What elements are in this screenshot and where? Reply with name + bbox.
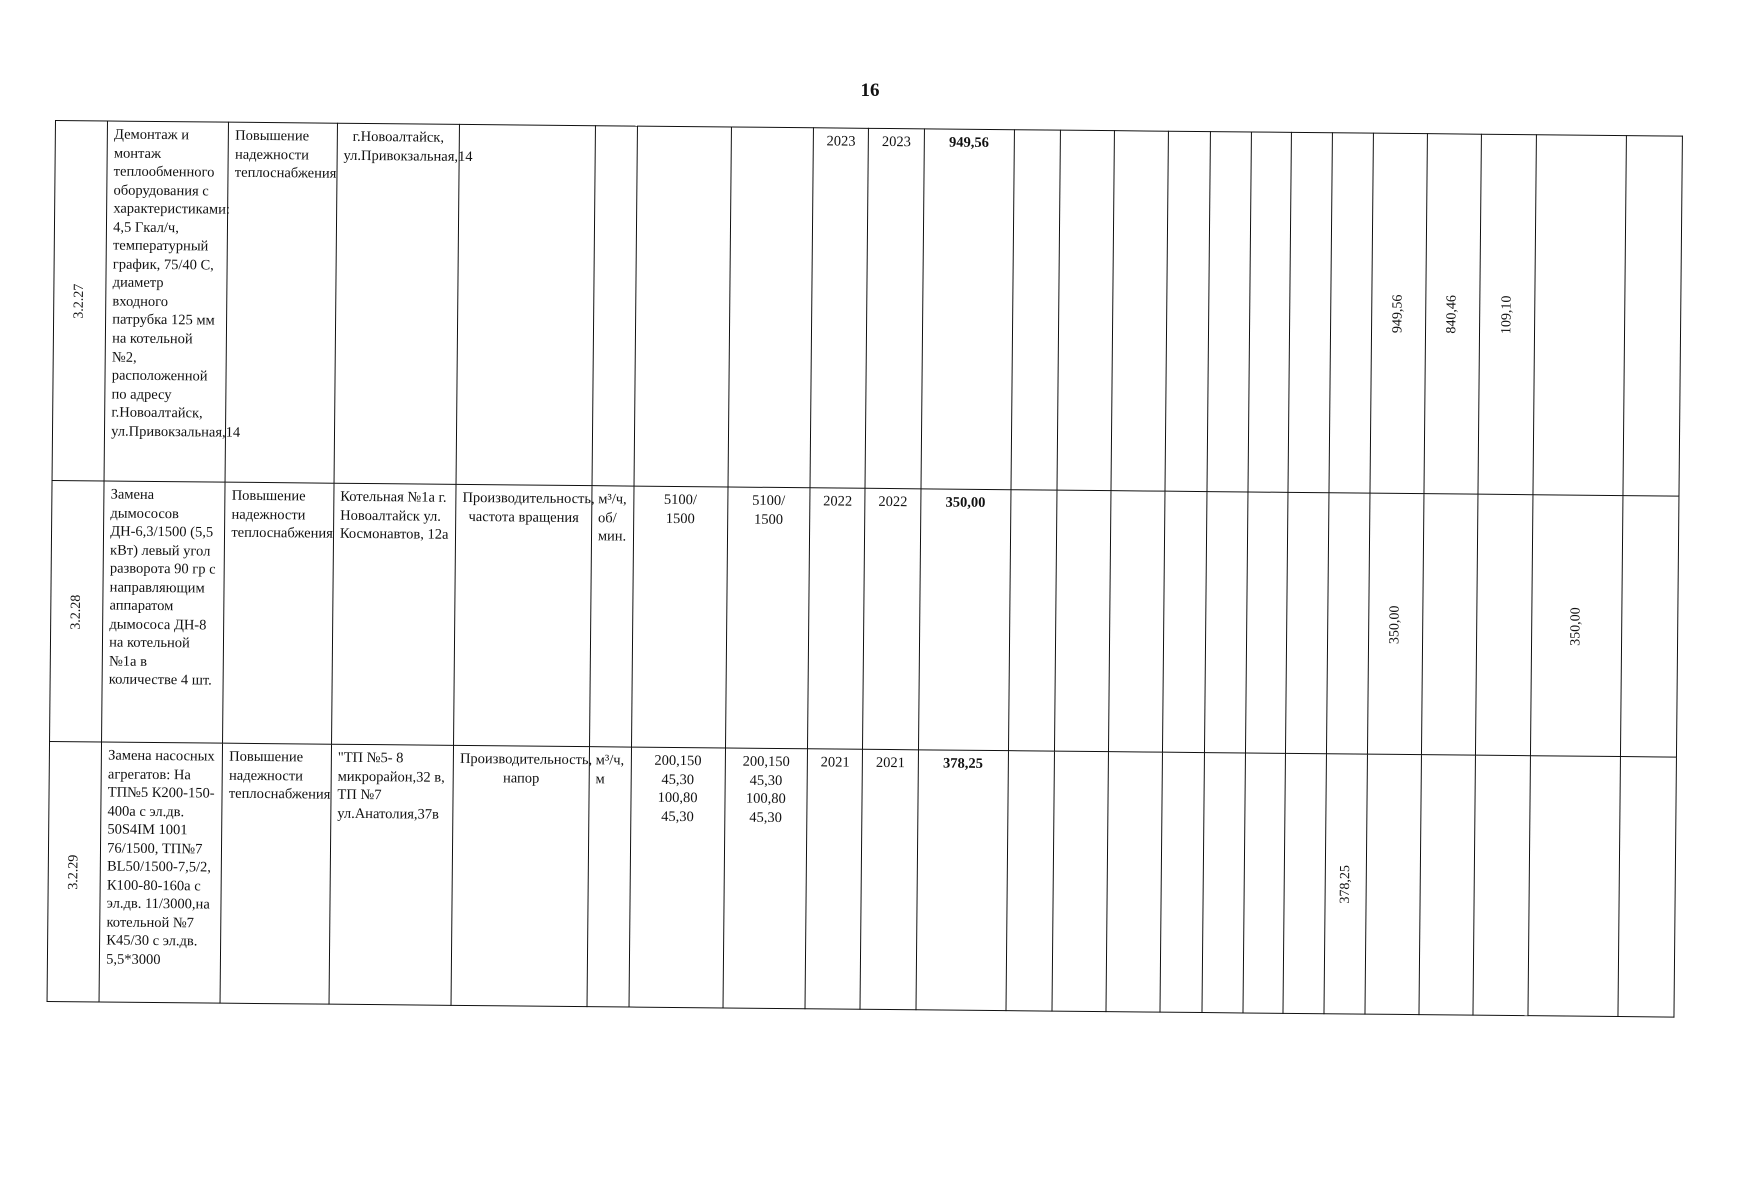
empty-cell bbox=[1008, 490, 1056, 751]
empty-cell bbox=[1051, 751, 1108, 1012]
empty-cell bbox=[1618, 757, 1676, 1018]
parameter-unit bbox=[592, 126, 637, 486]
empty-cell bbox=[1245, 492, 1288, 753]
row-number: 3.2.27 bbox=[52, 121, 108, 481]
finance-value: 350,00 bbox=[1367, 493, 1424, 755]
empty-cell bbox=[1243, 753, 1286, 1013]
empty-cell bbox=[1621, 496, 1679, 758]
finance-value: 949,56 bbox=[1370, 133, 1428, 494]
empty-cell bbox=[1011, 130, 1060, 490]
work-description: Замена дымососов ДН-6,3/1500 (5,5 кВт) левый угол разворота 90 гр с направляющим аппаратом дымососа ДН-8 на котельной №1а в количестве 4 шт. bbox=[102, 481, 226, 743]
empty-cell bbox=[1160, 752, 1204, 1012]
empty-cell bbox=[1288, 132, 1332, 492]
year-start: 2022 bbox=[808, 488, 866, 750]
value-after: 5100/ 1500 bbox=[725, 487, 810, 749]
empty-cell bbox=[1623, 136, 1682, 497]
empty-cell bbox=[1202, 753, 1245, 1013]
empty-cell bbox=[1111, 131, 1169, 492]
empty-cell bbox=[1204, 492, 1247, 753]
parameter-name: Производительность, частота вращения bbox=[454, 484, 592, 746]
work-location: "ТП №5- 8 микрорайон,32 в, ТП №7 ул.Анатолия,37в bbox=[329, 744, 454, 1005]
year-start: 2021 bbox=[805, 749, 863, 1010]
empty-cell bbox=[1283, 753, 1326, 1013]
work-description: Демонтаж и монтаж теплообменного оборудования с характеристиками: 4,5 Гкал/ч, температурный график, 75/40 С, диаметр входного патрубка 125 мм на котельной №2, расположенной по адресу г.Новоалтайск, ул.Привокзальная,14 bbox=[104, 121, 229, 482]
table-row bbox=[52, 121, 1682, 497]
finance-value bbox=[1528, 756, 1621, 1017]
table-row bbox=[50, 480, 1679, 757]
finance-value bbox=[1476, 494, 1533, 756]
empty-cell bbox=[1207, 132, 1251, 492]
empty-cell bbox=[1054, 490, 1111, 752]
work-purpose: Повышение надежности теплоснабжения bbox=[223, 482, 334, 744]
work-location: Котельная №1а г. Новоалтайск ул. Космонавтов, 12а bbox=[331, 483, 456, 745]
value-before bbox=[634, 126, 731, 487]
finance-value bbox=[1422, 494, 1479, 756]
empty-cell bbox=[1533, 135, 1627, 496]
finance-value: 378,25 bbox=[1324, 754, 1367, 1014]
parameter-unit: м³/ч, м bbox=[587, 747, 631, 1007]
finance-value bbox=[1365, 754, 1422, 1015]
parameter-unit: м³/ч, об/мин. bbox=[589, 486, 633, 747]
total-cost: 378,25 bbox=[916, 750, 1008, 1011]
finance-value bbox=[1419, 755, 1476, 1016]
work-purpose: Повышение надежности теплоснабжения bbox=[225, 122, 337, 483]
empty-cell bbox=[1326, 493, 1369, 754]
year-start: 2023 bbox=[810, 128, 869, 489]
finance-value: 109,10 bbox=[1478, 134, 1536, 495]
table-row bbox=[47, 741, 1676, 1017]
value-after: 200,150 45,30 100,80 45,30 bbox=[723, 748, 808, 1009]
page-number: 16 bbox=[860, 80, 880, 101]
row-number: 3.2.28 bbox=[50, 480, 105, 741]
investment-program-table bbox=[47, 120, 1683, 1018]
total-cost: 949,56 bbox=[921, 129, 1014, 490]
year-end: 2022 bbox=[863, 488, 921, 750]
empty-cell bbox=[1108, 491, 1165, 753]
finance-value bbox=[1329, 133, 1373, 493]
value-before: 5100/ 1500 bbox=[631, 486, 727, 748]
empty-cell bbox=[1286, 492, 1329, 753]
finance-value bbox=[1473, 755, 1530, 1016]
year-end: 2021 bbox=[860, 749, 918, 1010]
finance-value: 350,00 bbox=[1530, 495, 1623, 757]
empty-cell bbox=[1163, 491, 1207, 752]
work-location: г.Новоалтайск, ул.Привокзальная,14 bbox=[334, 123, 460, 484]
value-after bbox=[728, 127, 814, 488]
parameter-name bbox=[456, 124, 595, 485]
empty-cell bbox=[1165, 131, 1210, 491]
empty-cell bbox=[1056, 130, 1114, 491]
total-cost: 350,00 bbox=[918, 489, 1010, 751]
work-purpose: Повышение надежности теплоснабжения bbox=[220, 743, 331, 1004]
finance-value: 840,46 bbox=[1424, 134, 1482, 495]
work-description: Замена насосных агрегатов: На ТП№5 К200-150-400а с эл.дв. 50S4IM 1001 76/1500, ТП№7 BL50/1500-7,5/2, К100-80-160а с эл.дв. 11/3000,на котельной №7 К45/30 с эл.дв. 5,5*3000 bbox=[99, 742, 223, 1003]
empty-cell bbox=[1006, 751, 1054, 1011]
row-number: 3.2.29 bbox=[47, 741, 102, 1001]
year-end: 2023 bbox=[865, 128, 924, 489]
empty-cell bbox=[1248, 132, 1292, 492]
empty-cell bbox=[1106, 752, 1163, 1013]
parameter-name: Производительность, напор bbox=[451, 745, 589, 1006]
value-before: 200,150 45,30 100,80 45,30 bbox=[629, 747, 725, 1008]
